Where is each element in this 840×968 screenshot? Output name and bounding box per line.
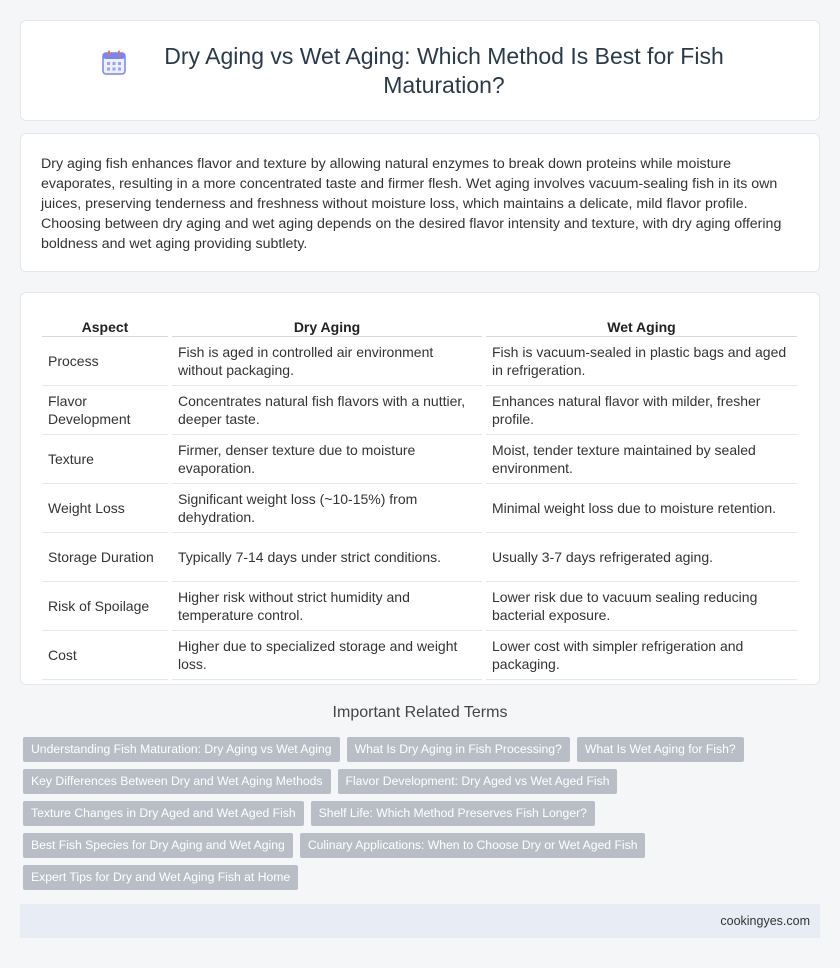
calendar-icon xyxy=(100,49,128,77)
comparison-table xyxy=(38,313,801,680)
related-terms-heading: Important Related Terms xyxy=(332,704,508,721)
row-aspect: Storage Duration xyxy=(42,533,168,582)
related-term-link[interactable]: Flavor Development: Dry Aged vs Wet Aged Fish xyxy=(338,769,618,794)
row-wet: Usually 3-7 days refrigerated aging. xyxy=(486,533,797,582)
table-row xyxy=(42,533,797,582)
row-aspect: Process xyxy=(42,337,168,386)
related-term-link[interactable]: Best Fish Species for Dry Aging and Wet Aging xyxy=(23,833,293,858)
table-row xyxy=(42,631,797,680)
header-wet-aging: Wet Aging xyxy=(486,313,797,337)
related-term-link[interactable]: What Is Dry Aging in Fish Processing? xyxy=(347,737,570,762)
row-aspect: Weight Loss xyxy=(42,484,168,533)
row-dry: Firmer, denser texture due to moisture evaporation. xyxy=(172,435,482,484)
row-aspect: Texture xyxy=(42,435,168,484)
row-aspect: Flavor Development xyxy=(42,386,168,435)
row-wet: Fish is vacuum-sealed in plastic bags and aged in refrigeration. xyxy=(486,337,797,386)
row-dry: Higher risk without strict humidity and temperature control. xyxy=(172,582,482,631)
row-aspect: Risk of Spoilage xyxy=(42,582,168,631)
row-wet: Moist, tender texture maintained by sealed environment. xyxy=(486,435,797,484)
row-wet: Lower risk due to vacuum sealing reducing bacterial exposure. xyxy=(486,582,797,631)
comparison-card xyxy=(20,292,820,685)
table-header-row xyxy=(42,313,797,337)
row-wet: Lower cost with simpler refrigeration and packaging. xyxy=(486,631,797,680)
related-term-link[interactable]: Culinary Applications: When to Choose Dry or Wet Aged Fish xyxy=(300,833,646,858)
related-terms-list xyxy=(23,737,823,897)
header-aspect: Aspect xyxy=(42,313,168,337)
related-term-link[interactable]: Expert Tips for Dry and Wet Aging Fish at Home xyxy=(23,865,298,890)
footer xyxy=(20,904,820,938)
page-title: Dry Aging vs Wet Aging: Which Method Is Best for Fish Maturation? xyxy=(164,42,724,98)
intro-card xyxy=(20,133,820,272)
table-row xyxy=(42,435,797,484)
related-term-link[interactable]: Texture Changes in Dry Aged and Wet Aged Fish xyxy=(23,801,304,826)
row-wet: Enhances natural flavor with milder, fresher profile. xyxy=(486,386,797,435)
related-term-link[interactable]: Key Differences Between Dry and Wet Aging Methods xyxy=(23,769,331,794)
related-term-link[interactable]: Shelf Life: Which Method Preserves Fish Longer? xyxy=(311,801,595,826)
related-term-link[interactable]: Understanding Fish Maturation: Dry Aging vs Wet Aging xyxy=(23,737,340,762)
row-dry: Higher due to specialized storage and weight loss. xyxy=(172,631,482,680)
row-dry: Significant weight loss (~10-15%) from dehydration. xyxy=(172,484,482,533)
related-term-link[interactable]: What Is Wet Aging for Fish? xyxy=(577,737,744,762)
row-dry: Typically 7-14 days under strict conditions. xyxy=(172,533,482,582)
intro-paragraph: Dry aging fish enhances flavor and texture by allowing natural enzymes to break down proteins while moisture evaporates, resulting in a more concentrated taste and firmer flesh. Wet aging involves vacuum-sealing fish in its own juices, preserving tenderness and freshness without moisture loss, which maintains a delicate, mild flavor profile. Choosing between dry aging and wet aging depends on the desired flavor intensity and texture, with dry aging offering boldness and wet aging providing subtlety. xyxy=(41,156,782,252)
title-card xyxy=(20,20,820,121)
row-wet: Minimal weight loss due to moisture retention. xyxy=(486,484,797,533)
table-row xyxy=(42,386,797,435)
title-row xyxy=(100,42,740,100)
row-dry: Fish is aged in controlled air environment without packaging. xyxy=(172,337,482,386)
row-aspect: Cost xyxy=(42,631,168,680)
table-row xyxy=(42,582,797,631)
header-dry-aging: Dry Aging xyxy=(172,313,482,337)
footer-site-name[interactable]: cookingyes.com xyxy=(720,914,810,928)
table-row xyxy=(42,484,797,533)
table-row xyxy=(42,337,797,386)
row-dry: Concentrates natural fish flavors with a nuttier, deeper taste. xyxy=(172,386,482,435)
